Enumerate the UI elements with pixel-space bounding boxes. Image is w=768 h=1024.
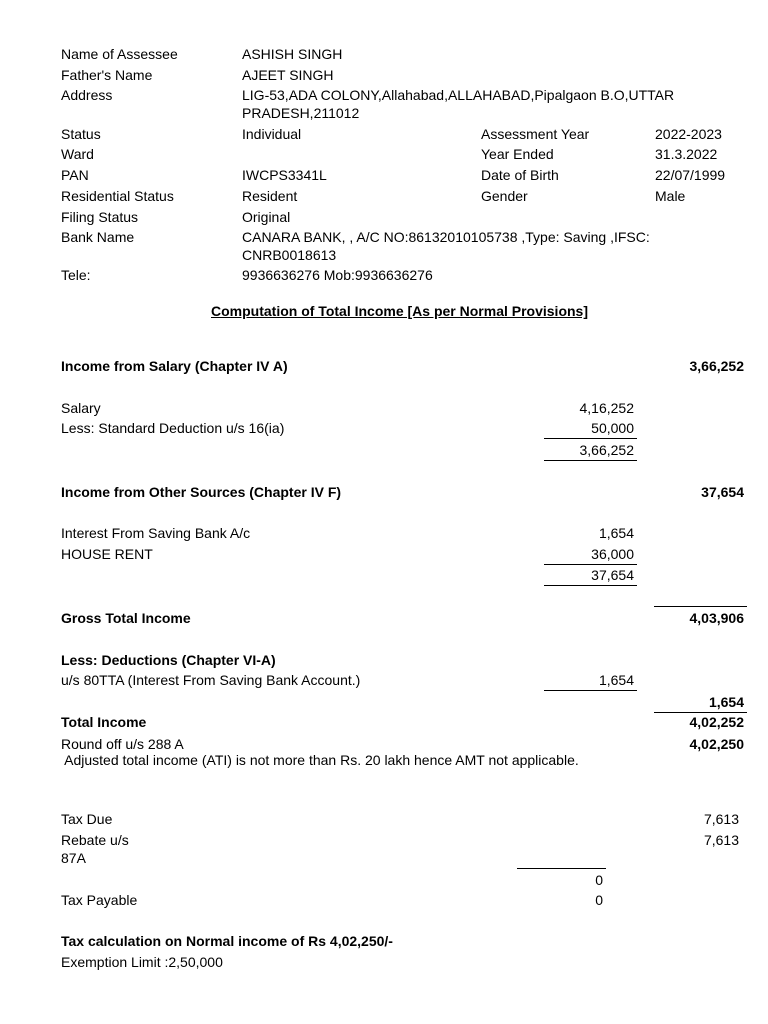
filing-status-label: Filing Status [61, 209, 139, 225]
father-value: AJEET SINGH [242, 67, 334, 83]
deduction-rule [544, 690, 637, 691]
year-ended-value: 31.3.2022 [655, 146, 718, 162]
tax-net-rule [517, 868, 606, 869]
house-rent-label: HOUSE RENT [61, 546, 153, 562]
deduction-80tta-label: u/s 80TTA (Interest From Saving Bank Account.) [61, 672, 361, 688]
tax-payable-value: 0 [595, 892, 603, 908]
name-label: Name of Assessee [61, 46, 178, 62]
tele-value: 9936636276 Mob:9936636276 [242, 267, 433, 283]
pan-label: PAN [61, 167, 89, 183]
interest-saving-label: Interest From Saving Bank A/c [61, 525, 251, 541]
amt-note: Adjusted total income (ATI) is not more than Rs. 20 lakh hence AMT not applicable. [61, 752, 579, 768]
salary-subtotal-underline [544, 460, 637, 461]
tax-calc-heading: Tax calculation on Normal income of Rs 4,02,250/- [61, 933, 393, 949]
salary-label: Salary [61, 400, 101, 416]
tax-due-value: 7,613 [703, 811, 739, 827]
deductions-total: 1,654 [708, 694, 744, 710]
address-value: LIG-53,ADA COLONY,Allahabad,ALLAHABAD,Pipalgaon B.O,UTTAR PRADESH,211012 [242, 87, 675, 121]
bank-label: Bank Name [61, 229, 135, 245]
interest-saving-value: 1,654 [598, 525, 634, 541]
standard-deduction-label: Less: Standard Deduction u/s 16(ia) [61, 420, 285, 436]
name-value: ASHISH SINGH [242, 46, 343, 62]
tax-net-value: 0 [595, 872, 603, 888]
ward-label: Ward [61, 146, 94, 162]
total-income-value: 4,02,252 [689, 714, 744, 730]
pan-value: IWCPS3341L [242, 167, 327, 183]
dob-label: Date of Birth [481, 167, 559, 183]
tele-label: Tele: [61, 267, 91, 283]
total-income-label: Total Income [61, 714, 147, 730]
address-label: Address [61, 87, 113, 103]
assessment-year-value: 2022-2023 [655, 126, 722, 142]
exemption-limit: Exemption Limit :2,50,000 [61, 954, 223, 970]
dob-value: 22/07/1999 [655, 167, 726, 183]
assessment-year-label: Assessment Year [481, 126, 590, 142]
gross-total-value: 4,03,906 [689, 610, 744, 626]
status-label: Status [61, 126, 101, 142]
salary-heading: Income from Salary (Chapter IV A) [61, 358, 288, 374]
salary-subtotal: 3,66,252 [579, 442, 634, 458]
bank-value: CANARA BANK, , A/C NO:86132010105738 ,Type: Saving ,IFSC: CNRB0018613 [242, 229, 650, 263]
salary-subtotal-rule [544, 438, 637, 439]
deduction-80tta-value: 1,654 [598, 672, 634, 688]
house-rent-value: 36,000 [591, 546, 634, 562]
salary-total: 3,66,252 [689, 358, 744, 374]
father-label: Father's Name [61, 67, 153, 83]
round-off-value: 4,02,250 [689, 736, 744, 752]
other-sources-subtotal-underline [544, 585, 637, 586]
tax-due-label: Tax Due [61, 811, 113, 827]
salary-value: 4,16,252 [579, 400, 634, 416]
other-sources-subtotal-rule [544, 564, 637, 565]
tax-payable-label: Tax Payable [61, 892, 138, 908]
other-sources-total: 37,654 [701, 484, 744, 500]
computation-title: Computation of Total Income [As per Normal Provisions] [211, 303, 588, 319]
other-sources-subtotal: 37,654 [591, 567, 634, 583]
gross-total-label: Gross Total Income [61, 610, 191, 626]
residential-status-label: Residential Status [61, 188, 174, 204]
rebate-value: 7,613 [703, 832, 739, 848]
gender-label: Gender [481, 188, 528, 204]
gender-value: Male [655, 188, 686, 204]
standard-deduction-value: 50,000 [591, 420, 634, 436]
rebate-label: Rebate u/s 87A [61, 832, 129, 866]
round-off-label: Round off u/s 288 A [61, 736, 184, 752]
residential-status-value: Resident [242, 188, 298, 204]
gross-total-rule [654, 606, 747, 607]
deductions-heading: Less: Deductions (Chapter VI-A) [61, 652, 276, 668]
other-sources-heading: Income from Other Sources (Chapter IV F) [61, 484, 342, 500]
status-value: Individual [242, 126, 302, 142]
year-ended-label: Year Ended [481, 146, 554, 162]
filing-status-value: Original [242, 209, 291, 225]
